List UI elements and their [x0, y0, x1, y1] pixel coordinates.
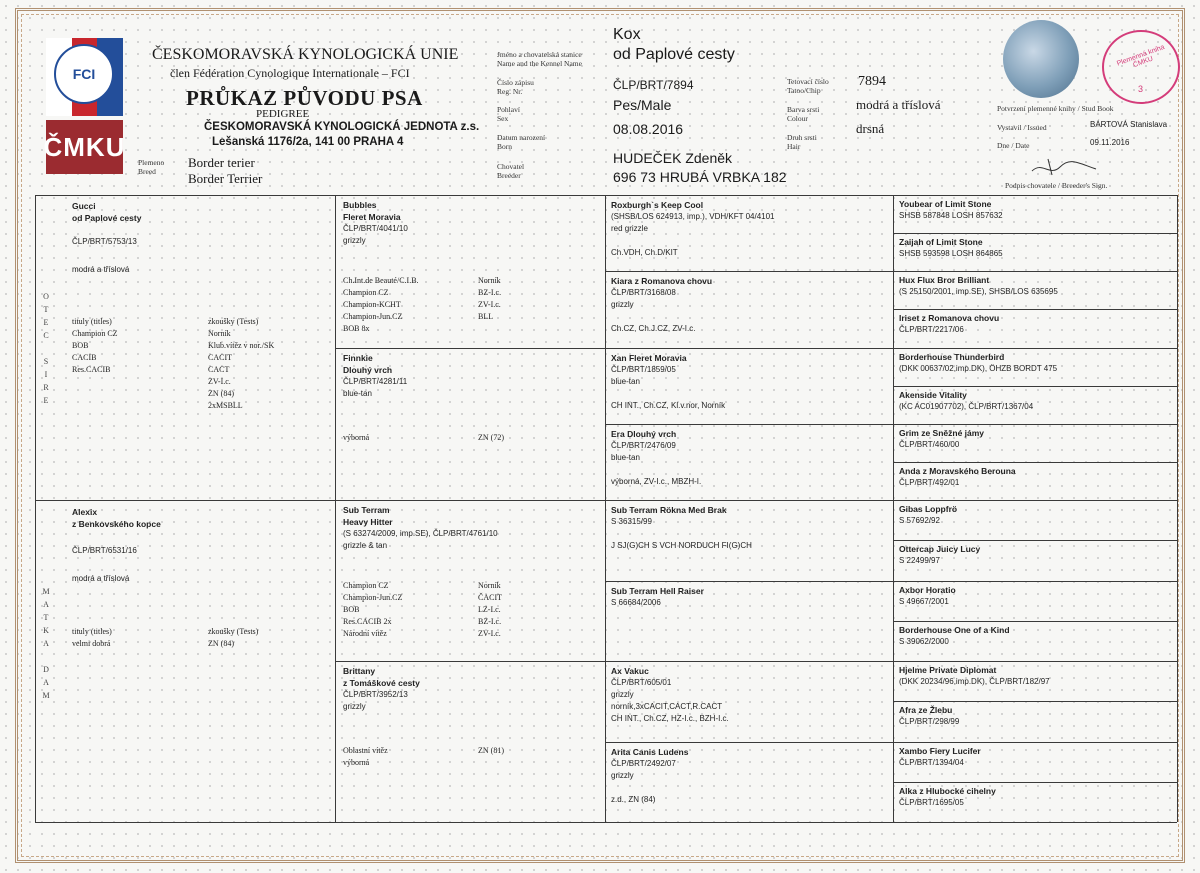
grid-line	[893, 782, 1177, 783]
grid-line	[35, 500, 1177, 501]
issued-by: BÁRTOVÁ Stanislava	[1090, 120, 1168, 129]
ggp-6: Sub Terram Hell Raiser S 66684/2006	[611, 585, 704, 607]
dog-colour: modrá a tříslová	[856, 97, 941, 112]
name-label: Jméno a chovatelská stanice Name and the Kennel Name	[497, 50, 582, 68]
gggp-11: Axbor Horatio S 49667/2001	[899, 585, 956, 606]
gggp-3: Hux Flux Bror Brilliant (S 25150/2001, imp.SE), SHSB/LOS 635695	[899, 275, 1058, 296]
sire-name: Gucci od Paplové cesty	[72, 201, 142, 223]
breeder-label: Chovatel Breeder	[497, 162, 525, 180]
grid-line	[893, 540, 1177, 541]
issue-date: 09.11.2016	[1090, 138, 1130, 147]
gp-sire-sire: Bubbles Fleret Moravia ČLP/BRT/4041/10 grizzly	[343, 200, 408, 245]
dog-sex: Pes/Male	[613, 97, 672, 113]
gggp-10: Ottercap Juicy Lucy S 22499/97	[899, 544, 981, 565]
sire-reg: ČLP/BRT/5753/13	[72, 237, 137, 246]
org-membership: člen Fédération Cynologique Internationale – FCI	[170, 66, 410, 80]
grid-line	[335, 348, 1177, 349]
grid-line	[893, 233, 1177, 234]
gp-sire-sire-titles: Ch.Int.de Beauté/C.I.B. Champion CZ Champion-KCHT Champion-Jun.CZ BOB 8x	[343, 276, 419, 333]
grid-line	[605, 424, 1177, 425]
dog-tattoo: 7894	[858, 74, 886, 89]
cmku-logo: ČMKU	[46, 120, 123, 174]
gp-dam-dam-titles: Oblastní vítěz výborná	[343, 746, 388, 767]
grid-line	[893, 621, 1177, 622]
gggp-6: Akenside Vitality (KC AC01907702), ČLP/BRT/1367/04	[899, 390, 1034, 411]
ggp-4: Era Dlouhý vrch ČLP/BRT/2476/09 blue-tan výborná, ZV-I.c., MBZH-I.	[611, 428, 702, 486]
fci-logo-text: FCI	[72, 66, 96, 82]
sex-label: Pohlaví Sex	[497, 105, 520, 123]
sire-tests: zkoušky (Tests) Norník Klub.vítěz v nor./SK CACIT CACT ZV-I.c. ZN (84) 2xMSBLL	[208, 317, 275, 410]
grid-line	[605, 742, 1177, 743]
gggp-8: Anda z Moravského Berouna ČLP/BRT/492/01	[899, 466, 1016, 487]
grid-line	[335, 195, 336, 822]
fci-logo	[54, 44, 114, 104]
dam-name: Alexix z Benkovského kopce	[72, 507, 161, 529]
gggp-15: Xambo Fiery Lucifer ČLP/BRT/1394/04	[899, 746, 981, 767]
studbook-label: Potvrzení plemenné knihy / Stud Book	[997, 104, 1114, 113]
dam-reg: ČLP/BRT/6531/16	[72, 546, 137, 555]
dog-kennel: od Paplové cesty	[613, 46, 735, 63]
dog-name: Kox	[613, 26, 641, 43]
gp-sire-dam: Finnkie Dlouhý vrch ČLP/BRT/4281/11 blue-tan	[343, 352, 408, 398]
grid-line	[35, 822, 1177, 823]
ggp-3: Xan Fleret Moravia ČLP/BRT/1859/05 blue-tan CH INT., Ch.CZ, Kl.v.nor, Norník	[611, 352, 726, 410]
dog-born: 08.08.2016	[613, 121, 684, 137]
grid-line	[35, 195, 36, 822]
gp-dam-dam-tests: ZN (81)	[478, 746, 504, 755]
gp-sire-dam-tests: ZN (72)	[478, 432, 504, 442]
gp-dam-sire-tests: Norník ČACIT LZ-I.c. BZ-I.c. ZV-I.c.	[478, 581, 502, 638]
breeder-signature	[1030, 155, 1100, 179]
breed-label: Plemeno Breed	[138, 158, 165, 176]
breed-cz: Border terier	[188, 155, 255, 170]
hologram-seal	[1003, 20, 1079, 98]
dam-titles: tituly (titles) velmi dobrá	[72, 627, 112, 648]
grid-line	[605, 581, 1177, 582]
ggp-2: Kiara z Romanova chovu ČLP/BRT/3168/08 grizzly Ch.CZ, Ch.J.CZ, ZV-I.c.	[611, 276, 713, 334]
dam-tests: zkoušky (Tests) ZN (84)	[208, 627, 259, 648]
breeder-address: 696 73 HRUBÁ VRBKA 182	[613, 169, 787, 185]
sire-side-label: O T E C S I R E	[43, 292, 49, 405]
sire-titles: tituly (titles) Champion CZ BOB CACIB Res.CACIB	[72, 317, 118, 374]
fci-cmku-logo	[43, 38, 126, 174]
tattoo-label: Tetovací číslo Tatoo/Chip	[787, 77, 829, 95]
gggp-13: Hjelme Private Diplomat (DKK 20234/96,imp.DK), ČLP/BRT/182/97	[899, 665, 1050, 686]
breeder-sign-label: Podpis chovatele / Breeder's Sign.	[1005, 181, 1108, 190]
ggp-1: Roxburgh`s Keep Cool (SHSB/LOS 624913, imp.), VDH/KFT 04/4101 red grizzle Ch.VDH, Ch.D/KIT	[611, 200, 775, 257]
hair-label: Druh srsti Hair	[787, 133, 817, 151]
gggp-1: Youbear of Limit Stone SHSB 587848 LOSH 857632	[899, 199, 1003, 220]
gggp-2: Zaijah of Limit Stone SHSB 593598 LOSH 864865	[899, 237, 1003, 258]
grid-line	[1177, 195, 1178, 822]
studbook-stamp: Plemenná kniha ČMKU 3	[1102, 30, 1180, 104]
issuer-name: ČESKOMORAVSKÁ KYNOLOGICKÁ JEDNOTA z.s.	[204, 121, 480, 133]
reg-label: Číslo zápisu Reg. Nr.	[497, 78, 534, 96]
date-label: Dne / Date	[997, 141, 1030, 150]
gggp-9: Gibas Loppfrö S 57692/92	[899, 504, 958, 525]
colour-label: Barva srsti Colour	[787, 105, 820, 123]
gp-dam-sire: Sub Terram Heavy Hitter (S 63274/2009, imp.SE), ČLP/BRT/4761/10 grizzle & tan	[343, 505, 498, 550]
breeder-name: HUDEČEK Zdeněk	[613, 150, 733, 166]
sire-colour: modrá a tříslová	[72, 265, 130, 274]
gggp-16: Alka z Hlubocké cihelny ČLP/BRT/1695/05	[899, 786, 996, 807]
grid-line	[893, 195, 894, 822]
document-subtitle: PEDIGREE	[256, 108, 310, 120]
ggp-8: Arita Canis Ludens ČLP/BRT/2492/07 grizzly z.d., ZN (84)	[611, 746, 689, 804]
breed-en: Border Terrier	[188, 171, 263, 186]
gp-dam-dam: Brittany z Tomáškové cesty ČLP/BRT/3952/13 grizzly	[343, 666, 420, 711]
born-label: Datum narození Born	[497, 133, 546, 151]
grid-line	[605, 195, 606, 822]
grid-line	[893, 701, 1177, 702]
dam-colour: modrá a tříslová	[72, 574, 130, 583]
org-name: ČESKOMORAVSKÁ KYNOLOGICKÁ UNIE	[152, 46, 459, 63]
grid-line	[35, 195, 1177, 196]
gggp-14: Afra ze Žlebu ČLP/BRT/298/99	[899, 705, 960, 726]
grid-line	[893, 462, 1177, 463]
ggp-7: Ax Vakuc ČLP/BRT/605/01 grizzly norník,3xCACIT,CACT,R.CACT CH INT., Ch.CZ, HZ-I.c., BZH-I.c.	[611, 666, 729, 723]
grid-line	[335, 661, 1177, 662]
dog-reg: ČLP/BRT/7894	[613, 78, 694, 92]
ggp-5: Sub Terram Rökna Med Brak S 36315/99 J SJ(G)CH S VCH NORDUCH FI(G)CH	[611, 505, 752, 550]
issuer-address: Lešanská 1176/2a, 141 00 PRAHA 4	[212, 136, 404, 148]
gggp-12: Borderhouse One of a Kind S 39062/2000	[899, 625, 1010, 646]
grid-line	[893, 386, 1177, 387]
gggp-4: Iriset z Romanova chovu ČLP/BRT/2217/06	[899, 313, 1000, 334]
gp-dam-sire-titles: Champion CZ Champion-Jun.CZ BOB Res.CACIB 2x Národní vítěz	[343, 581, 403, 638]
document-title: PRŮKAZ PŮVODU PSA	[186, 86, 423, 110]
gp-sire-sire-tests: Norník BZ-I.c. ZV-I.c. BLL	[478, 276, 502, 321]
gggp-5: Borderhouse Thunderbird (DKK 00637/02,imp.DK), ÖHZB BORDT 475	[899, 352, 1058, 373]
grid-line	[893, 309, 1177, 310]
dam-side-label: M A T K A D A M	[42, 587, 50, 700]
dog-hair: drsná	[856, 121, 885, 136]
gp-sire-dam-titles: výborná	[343, 432, 370, 442]
gggp-7: Grim ze Sněžné jámy ČLP/BRT/460/00	[899, 428, 985, 449]
issued-label: Vystavil / Issued	[997, 123, 1047, 132]
grid-line	[605, 271, 1177, 272]
